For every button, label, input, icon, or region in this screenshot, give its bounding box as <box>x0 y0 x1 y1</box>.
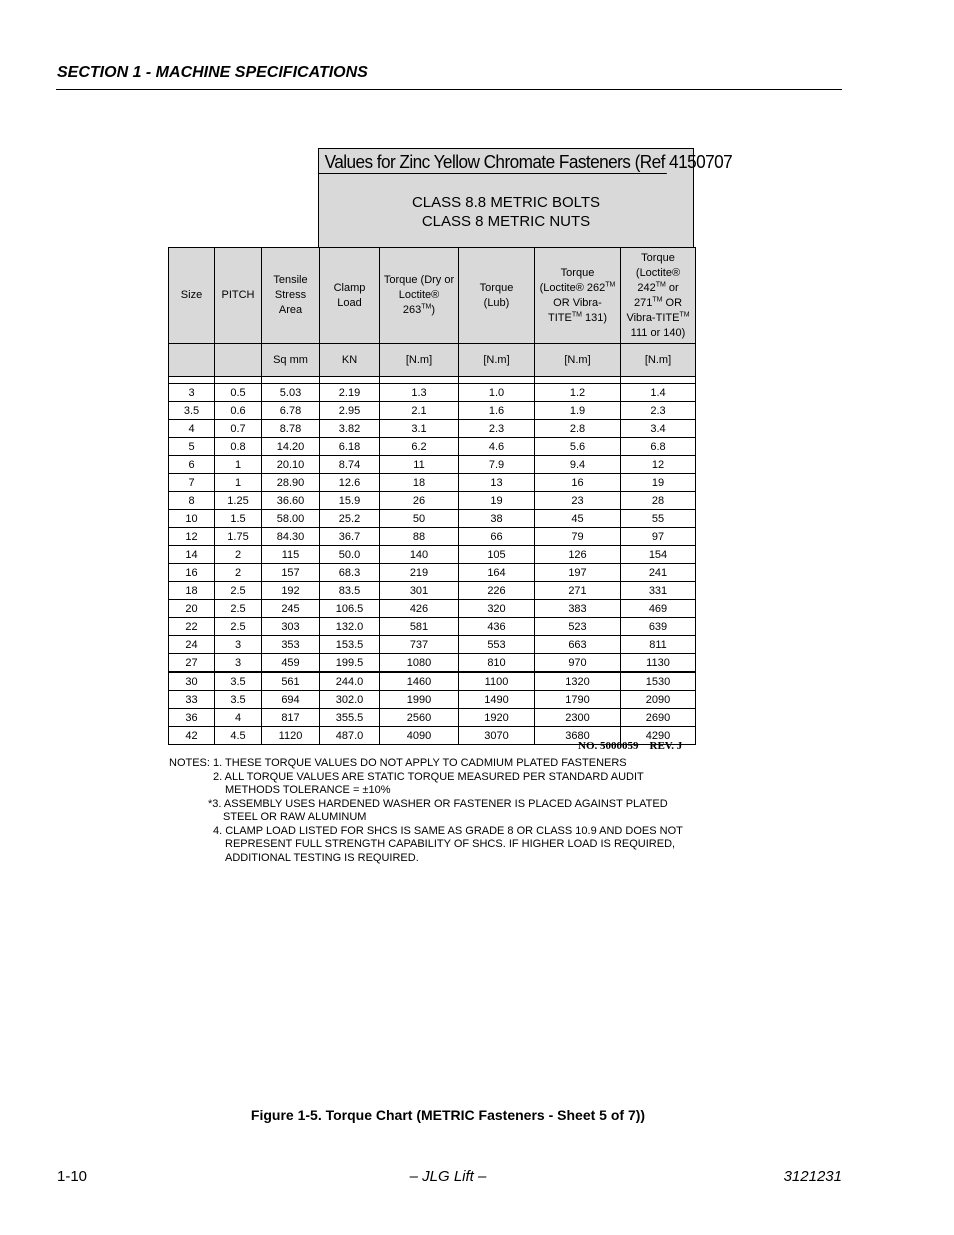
table-cell: 24 <box>169 636 215 654</box>
table-row <box>169 564 696 582</box>
table-cell: 12 <box>621 456 696 474</box>
table-cell: 4 <box>215 709 262 727</box>
unit-cell: [N.m] <box>380 344 459 377</box>
table-row <box>169 618 696 636</box>
table-cell: 5.03 <box>262 384 320 402</box>
table-cell: 3 <box>215 654 262 673</box>
table-cell: 30 <box>169 672 215 691</box>
tm-mark: TM <box>605 280 616 288</box>
table-cell: 26 <box>380 492 459 510</box>
table-cell: 19 <box>621 474 696 492</box>
unit-cell: KN <box>320 344 380 377</box>
bolt-class-line: CLASS 8.8 METRIC BOLTS <box>411 193 601 211</box>
table-cell: 1490 <box>459 691 535 709</box>
table-row <box>169 456 696 474</box>
table-cell: 353 <box>262 636 320 654</box>
table-cell: 811 <box>621 636 696 654</box>
table-row <box>169 709 696 727</box>
table-cell: 2090 <box>621 691 696 709</box>
table-cell: 8.78 <box>262 420 320 438</box>
table-cell: 36 <box>169 709 215 727</box>
table-cell: 219 <box>380 564 459 582</box>
header-tensile-area: Tensile Stress Area <box>262 248 320 344</box>
table-cell: 38 <box>459 510 535 528</box>
table-cell: 4 <box>169 420 215 438</box>
table-cell: 153.5 <box>320 636 380 654</box>
table-cell: 581 <box>380 618 459 636</box>
table-cell: 1 <box>215 456 262 474</box>
unit-cell <box>169 344 215 377</box>
table-cell: 42 <box>169 727 215 745</box>
header-torque-262-text: Torque (Loctite® 262 <box>539 266 606 294</box>
table-cell: 737 <box>380 636 459 654</box>
table-cell: 33 <box>169 691 215 709</box>
table-row <box>169 492 696 510</box>
header-clamp-load: Clamp Load <box>320 248 380 344</box>
table-cell: 23 <box>535 492 621 510</box>
table-cell: 1.5 <box>215 510 262 528</box>
table-cell: 2.1 <box>380 402 459 420</box>
tm-mark: TM <box>655 280 666 288</box>
unit-cell: [N.m] <box>459 344 535 377</box>
table-cell: 226 <box>459 582 535 600</box>
table-cell: 320 <box>459 600 535 618</box>
header-torque-262 <box>535 248 621 344</box>
table-cell: 12 <box>169 528 215 546</box>
note-line: 4. CLAMP LOAD LISTED FOR SHCS IS SAME AS GRADE 8 OR CLASS 10.9 AND DOES NOT <box>213 824 683 837</box>
table-cell: 1100 <box>459 672 535 691</box>
table-cell: 2.95 <box>320 402 380 420</box>
table-cell: 132.0 <box>320 618 380 636</box>
tm-mark: TM <box>571 310 582 318</box>
table-cell: 302.0 <box>320 691 380 709</box>
table-cell: 331 <box>621 582 696 600</box>
table-row <box>169 654 696 673</box>
table-cell: 3.5 <box>169 402 215 420</box>
header-torque-242 <box>621 248 696 344</box>
table-cell: 3.1 <box>380 420 459 438</box>
table-cell: 1.3 <box>380 384 459 402</box>
header-torque-242-vibra: OR Vibra-TITE <box>626 296 683 324</box>
table-cell: 970 <box>535 654 621 673</box>
header-torque-dry-close: ) <box>431 304 436 316</box>
table-cell: 3070 <box>459 727 535 745</box>
chart-banner <box>318 148 733 252</box>
table-cell: 2 <box>215 564 262 582</box>
table-cell: 4090 <box>380 727 459 745</box>
table-cell: 13 <box>459 474 535 492</box>
table-cell: 115 <box>262 546 320 564</box>
table-cell: 694 <box>262 691 320 709</box>
table-cell: 2.5 <box>215 582 262 600</box>
table-cell: 197 <box>535 564 621 582</box>
notes-block <box>169 757 683 865</box>
table-cell: 7 <box>169 474 215 492</box>
spacer-row <box>169 377 696 384</box>
table-cell: 0.5 <box>215 384 262 402</box>
table-cell: 0.7 <box>215 420 262 438</box>
table-cell: 1530 <box>621 672 696 691</box>
note-line: METHODS TOLERANCE = ±10% <box>225 784 391 796</box>
table-cell: 3.5 <box>215 672 262 691</box>
table-cell: 164 <box>459 564 535 582</box>
table-cell: 28.90 <box>262 474 320 492</box>
table-cell: 459 <box>262 654 320 673</box>
table-cell: 436 <box>459 618 535 636</box>
nut-class-line: CLASS 8 METRIC NUTS <box>421 212 591 230</box>
table-cell: 245 <box>262 600 320 618</box>
table-cell: 14.20 <box>262 438 320 456</box>
table-cell: 1.6 <box>459 402 535 420</box>
table-cell: 355.5 <box>320 709 380 727</box>
banner-title: Values for Zinc Yellow Chromate Fasteners (Ref 4150707 <box>319 149 667 174</box>
table-cell: 2690 <box>621 709 696 727</box>
table-cell: 2.19 <box>320 384 380 402</box>
table-cell: 154 <box>621 546 696 564</box>
footer-doc-number: 3121231 <box>783 1168 842 1185</box>
table-cell: 15.9 <box>320 492 380 510</box>
table-cell: 2 <box>215 546 262 564</box>
bolt-class-box <box>319 174 693 251</box>
table-row <box>169 402 696 420</box>
table-cell: 0.8 <box>215 438 262 456</box>
note-line: *3. ASSEMBLY USES HARDENED WASHER OR FASTENER IS PLACED AGAINST PLATED <box>208 797 668 810</box>
table-cell: 88 <box>380 528 459 546</box>
header-size: Size <box>169 248 215 344</box>
table-cell: 1790 <box>535 691 621 709</box>
table-cell: 2.3 <box>621 402 696 420</box>
table-cell: 12.6 <box>320 474 380 492</box>
table-cell: 79 <box>535 528 621 546</box>
table-cell: 2.8 <box>535 420 621 438</box>
table-cell: 1.2 <box>535 384 621 402</box>
table-row <box>169 636 696 654</box>
unit-cell: Sq mm <box>262 344 320 377</box>
table-cell: 55 <box>621 510 696 528</box>
table-cell: 7.9 <box>459 456 535 474</box>
table-cell: 4290 <box>621 727 696 745</box>
table-row <box>169 528 696 546</box>
table-cell: 241 <box>621 564 696 582</box>
table-cell: 68.3 <box>320 564 380 582</box>
unit-cell: [N.m] <box>621 344 696 377</box>
table-cell: 199.5 <box>320 654 380 673</box>
table-cell: 36.7 <box>320 528 380 546</box>
table-cell: 84.30 <box>262 528 320 546</box>
tm-mark: TM <box>679 310 690 318</box>
table-row <box>169 510 696 528</box>
note-line: NOTES: 1. THESE TORQUE VALUES DO NOT APPLY TO CADMIUM PLATED FASTENERS <box>169 757 627 769</box>
table-cell: 1460 <box>380 672 459 691</box>
table-cell: 2560 <box>380 709 459 727</box>
table-cell: 126 <box>535 546 621 564</box>
table-cell: 106.5 <box>320 600 380 618</box>
table-cell: 20.10 <box>262 456 320 474</box>
tm-mark: TM <box>421 303 432 311</box>
note-line: STEEL OR RAW ALUMINUM <box>223 811 367 823</box>
table-cell: 3.4 <box>621 420 696 438</box>
table-cell: 45 <box>535 510 621 528</box>
table-cell: 553 <box>459 636 535 654</box>
table-cell: 2300 <box>535 709 621 727</box>
table-cell: 97 <box>621 528 696 546</box>
table-cell: 22 <box>169 618 215 636</box>
table-cell: 561 <box>262 672 320 691</box>
table-cell: 817 <box>262 709 320 727</box>
table-cell: 20 <box>169 600 215 618</box>
table-cell: 16 <box>535 474 621 492</box>
table-cell: 1.75 <box>215 528 262 546</box>
table-row <box>169 384 696 402</box>
table-row <box>169 582 696 600</box>
table-cell: 1120 <box>262 727 320 745</box>
table-row <box>169 438 696 456</box>
table-cell: 303 <box>262 618 320 636</box>
table-cell: 58.00 <box>262 510 320 528</box>
table-cell: 36.60 <box>262 492 320 510</box>
table-cell: 6.8 <box>621 438 696 456</box>
table-row <box>169 672 696 691</box>
header-torque-lub: Torque (Lub) <box>459 248 535 344</box>
table-cell: 83.5 <box>320 582 380 600</box>
table-cell: 11 <box>380 456 459 474</box>
table-row <box>169 474 696 492</box>
table-cell: 6.18 <box>320 438 380 456</box>
table-cell: 1990 <box>380 691 459 709</box>
section-divider <box>56 89 842 90</box>
table-cell: 663 <box>535 636 621 654</box>
table-row <box>169 420 696 438</box>
table-row <box>169 691 696 709</box>
table-cell: 487.0 <box>320 727 380 745</box>
table-cell: 19 <box>459 492 535 510</box>
table-cell: 16 <box>169 564 215 582</box>
table-cell: 639 <box>621 618 696 636</box>
table-row <box>169 546 696 564</box>
table-cell: 1.25 <box>215 492 262 510</box>
note-line: 2. ALL TORQUE VALUES ARE STATIC TORQUE MEASURED PER STANDARD AUDIT <box>213 770 644 783</box>
table-cell: 10 <box>169 510 215 528</box>
table-cell: 105 <box>459 546 535 564</box>
header-torque-dry-text: Torque (Dry or Loctite® 263 <box>383 274 455 316</box>
table-cell: 2.5 <box>215 618 262 636</box>
table-row <box>169 600 696 618</box>
table-cell: 6.2 <box>380 438 459 456</box>
table-cell: 1 <box>215 474 262 492</box>
header-torque-242-or: or 271 <box>633 281 679 309</box>
table-cell: 4.6 <box>459 438 535 456</box>
note-line: ADDITIONAL TESTING IS REQUIRED. <box>225 851 419 864</box>
table-cell: 244.0 <box>320 672 380 691</box>
table-cell: 3.82 <box>320 420 380 438</box>
table-cell: 140 <box>380 546 459 564</box>
table-cell: 8 <box>169 492 215 510</box>
table-cell: 1.0 <box>459 384 535 402</box>
header-torque-262-close: 131) <box>581 311 608 324</box>
page-number: 1-10 <box>57 1168 88 1185</box>
table-cell: 1320 <box>535 672 621 691</box>
table-cell: 28 <box>621 492 696 510</box>
table-cell: 1.9 <box>535 402 621 420</box>
table-cell: 3.5 <box>215 691 262 709</box>
table-cell: 192 <box>262 582 320 600</box>
table-cell: 6 <box>169 456 215 474</box>
table-cell: 1080 <box>380 654 459 673</box>
header-pitch: PITCH <box>215 248 262 344</box>
table-cell: 2.5 <box>215 600 262 618</box>
table-cell: 4.5 <box>215 727 262 745</box>
table-cell: 3 <box>215 636 262 654</box>
table-cell: 5 <box>169 438 215 456</box>
table-cell: 1.4 <box>621 384 696 402</box>
table-cell: 1920 <box>459 709 535 727</box>
table-cell: 18 <box>169 582 215 600</box>
table-cell: 50.0 <box>320 546 380 564</box>
table-cell: 18 <box>380 474 459 492</box>
table-cell: 5.6 <box>535 438 621 456</box>
table-body <box>169 384 696 745</box>
table-cell: 25.2 <box>320 510 380 528</box>
section-title: SECTION 1 - MACHINE SPECIFICATIONS <box>57 64 368 81</box>
table-cell: 810 <box>459 654 535 673</box>
table-cell: 301 <box>380 582 459 600</box>
header-torque-262-vibra: OR Vibra-TITE <box>547 296 602 324</box>
table-cell: 3 <box>169 384 215 402</box>
header-torque-dry <box>380 248 459 344</box>
table-cell: 469 <box>621 600 696 618</box>
table-cell: 14 <box>169 546 215 564</box>
table-cell: 0.6 <box>215 402 262 420</box>
table-cell: 2.3 <box>459 420 535 438</box>
tm-mark: TM <box>652 295 663 303</box>
table-cell: 9.4 <box>535 456 621 474</box>
units-row <box>169 344 696 377</box>
header-torque-242-close: 111 or 140) <box>630 326 686 339</box>
table-cell: 1130 <box>621 654 696 673</box>
unit-cell: [N.m] <box>535 344 621 377</box>
table-cell: 426 <box>380 600 459 618</box>
table-cell: 66 <box>459 528 535 546</box>
table-cell: 523 <box>535 618 621 636</box>
table-cell: 271 <box>535 582 621 600</box>
table-cell: 3680 <box>535 727 621 745</box>
footer-brand: – JLG Lift – <box>409 1168 487 1185</box>
header-torque-242-text: Torque (Loctite® 242 <box>635 251 681 294</box>
table-cell: 8.74 <box>320 456 380 474</box>
table-cell: 157 <box>262 564 320 582</box>
header-row <box>169 248 696 344</box>
figure-caption: Figure 1-5. Torque Chart (METRIC Fasteners - Sheet 5 of 7)) <box>250 1107 646 1123</box>
unit-cell <box>215 344 262 377</box>
table-cell: 383 <box>535 600 621 618</box>
table-cell: 27 <box>169 654 215 673</box>
torque-table <box>168 247 696 745</box>
table-cell: 6.78 <box>262 402 320 420</box>
document-number: NO. 5000059 REV. J <box>578 740 683 752</box>
note-line: REPRESENT FULL STRENGTH CAPABILITY OF SHCS. IF HIGHER LOAD IS REQUIRED, <box>225 838 676 850</box>
table-cell: 50 <box>380 510 459 528</box>
